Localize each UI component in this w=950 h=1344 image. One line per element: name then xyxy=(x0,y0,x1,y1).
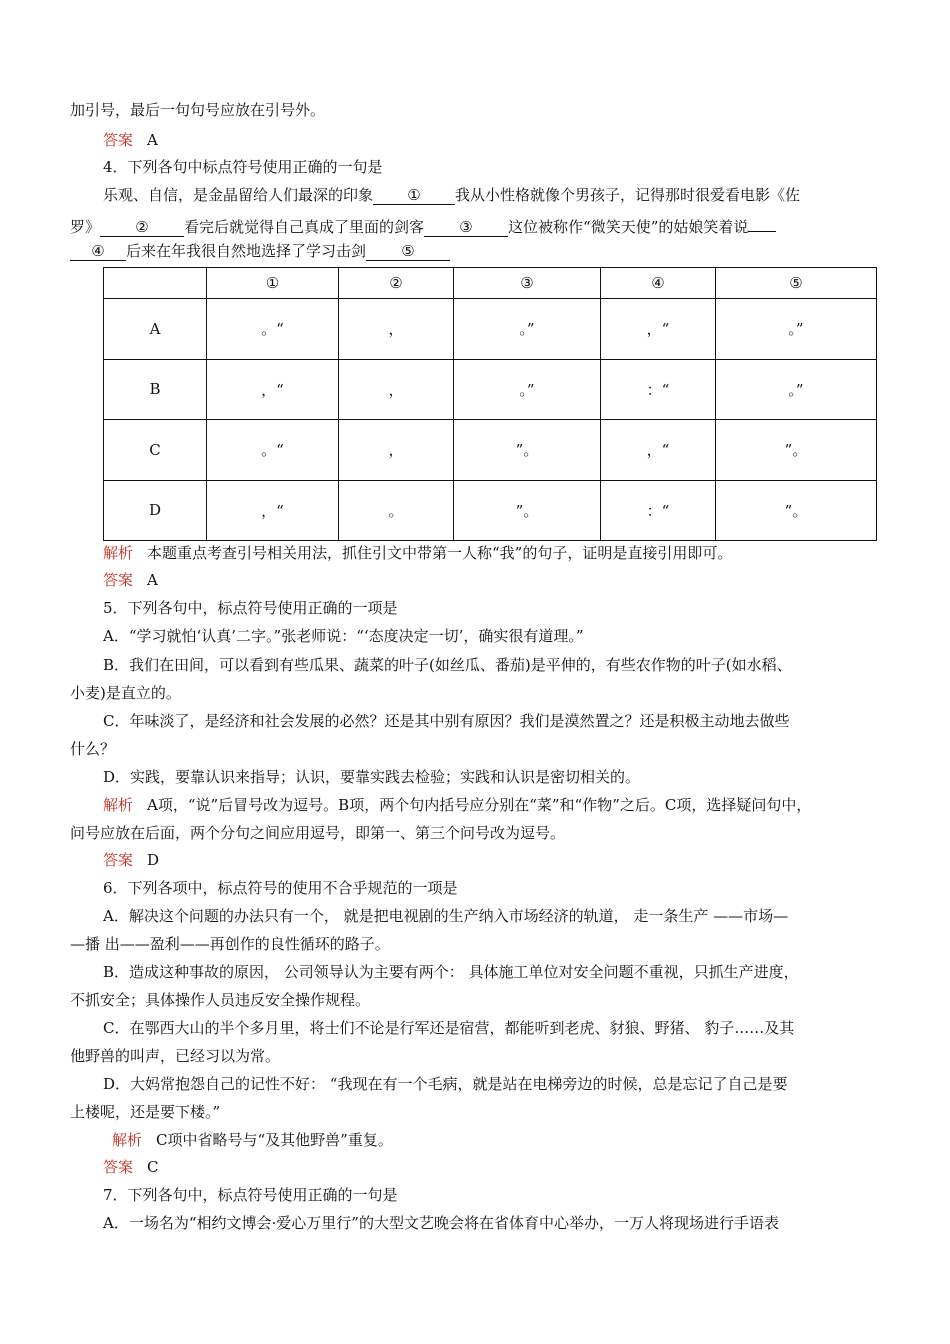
table-row xyxy=(104,480,877,541)
option-c: C．年味淡了，是经济和社会发展的必然？还是其中别有原因？我们是漠然置之？还是积极主动地去做些 xyxy=(103,712,790,730)
table-cell: ：“ xyxy=(601,359,716,420)
table-row xyxy=(104,299,877,360)
passage-text: 看完后就觉得自己真成了里面的剑客 xyxy=(184,218,425,236)
question-7-stem: 7．下列各句中，标点符号使用正确的一句是 xyxy=(103,1186,398,1204)
option-b: B．造成这种事故的原因， 公司领导认为主要有两个： 具体施工单位对安全问题不重视，只抓生产进度， xyxy=(103,963,799,981)
table-cell: ”。 xyxy=(716,480,877,541)
table-cell: 。” xyxy=(454,359,601,420)
answer-line xyxy=(103,130,882,150)
answer-value: D xyxy=(147,851,160,869)
table-cell: 。“ xyxy=(207,299,339,360)
option-a: A．一场名为“相约文博会·爱心万里行”的大型文艺晚会将在省体育中心举办，一万人将现场进行手语表 xyxy=(103,1214,779,1232)
table-cell: ， xyxy=(339,420,454,481)
explanation-cont: 问号应放在后面，两个分句之间应用逗号，即第一、第三个问号改为逗号。 xyxy=(70,824,566,842)
option-b: B．我们在田间，可以看到有些瓜果、蔬菜的叶子(如丝瓜、番茄)是平伸的，有些农作物的叶子(如水稻、 xyxy=(103,656,792,674)
table-cell: 。 xyxy=(339,480,454,541)
blank-3: ③ xyxy=(424,218,508,237)
passage-text: 这位被称作“微笑天使”的姑娘笑着说 xyxy=(508,218,749,236)
answer-value: A xyxy=(147,571,158,589)
answer-value: C xyxy=(147,1158,159,1176)
table-cell: B xyxy=(104,359,207,420)
table-cell: ，“ xyxy=(601,420,716,481)
table-header-cell: ① xyxy=(207,268,339,299)
table-cell: D xyxy=(104,480,207,541)
table-header-cell: ③ xyxy=(454,268,601,299)
question-4-passage-line-2 xyxy=(70,213,882,237)
passage-text: 我从小性格就像个男孩子，记得那时很爱看电影《佐 xyxy=(455,186,801,204)
options-table xyxy=(103,267,877,541)
option-b-cont: 不抓安全；具体操作人员违反安全操作规程。 xyxy=(70,991,371,1009)
explanation-label: 解析 xyxy=(103,796,134,814)
question-4-stem: 4．下列各句中标点符号使用正确的一句是 xyxy=(103,158,383,176)
question-5-stem: 5．下列各句中，标点符号使用正确的一项是 xyxy=(103,599,398,617)
explanation-line xyxy=(112,1130,924,1150)
explanation-text: C项中省略号与“及其他野兽”重复。 xyxy=(156,1131,393,1149)
explanation-label: 解析 xyxy=(112,1131,143,1149)
answer-label: 答案 xyxy=(103,851,134,869)
text-line: 加引号，最后一句句号应放在引号外。 xyxy=(70,101,326,119)
question-4-passage-line-1 xyxy=(103,185,882,205)
table-cell: 。” xyxy=(716,299,877,360)
option-d: D．实践，要靠认识来指导；认识，要靠实践去检验；实践和认识是密切相关的。 xyxy=(103,768,641,786)
table-header-row xyxy=(104,268,877,299)
option-a: A．解决这个问题的办法只有一个， 就是把电视剧的生产纳入市场经济的轨道， 走一条生产 ——市场— xyxy=(103,907,789,925)
answer-label: 答案 xyxy=(103,1158,134,1176)
table-cell: 。” xyxy=(716,359,877,420)
table-cell: ， xyxy=(339,359,454,420)
blank-1: ① xyxy=(373,186,455,205)
answer-value: A xyxy=(147,131,158,149)
table-header-cell: ⑤ xyxy=(716,268,877,299)
answer-line xyxy=(103,570,882,590)
option-b-cont: 小麦)是直立的。 xyxy=(70,684,181,702)
table-cell: ”。 xyxy=(454,480,601,541)
passage-text: 罗》 xyxy=(70,218,101,236)
blank-4: ④ xyxy=(70,242,126,261)
option-c-cont: 什么？ xyxy=(70,740,116,758)
option-c: C．在鄂西大山的半个多月里，将士们不论是行军还是宿营，都能听到老虎、豺狼、野猪、 豹子……及其 xyxy=(103,1019,795,1037)
option-a: A．“学习就怕‘认真’二字。”张老师说：“‘态度决定一切’，确实很有道理。” xyxy=(103,627,584,645)
answer-label: 答案 xyxy=(103,131,134,149)
table-header-cell: ④ xyxy=(601,268,716,299)
explanation-label: 解析 xyxy=(103,544,134,562)
option-a-cont: —播 出——盈利——再创作的良性循环的路子。 xyxy=(70,935,390,953)
explanation-text: A项，“说”后冒号改为逗号。B项，两个句内括号应分别在“菜”和“作物”之后。C项，选择疑问句中， xyxy=(147,796,812,814)
blank-2: ② xyxy=(100,218,184,237)
table-cell: ”。 xyxy=(454,420,601,481)
table-header-cell xyxy=(104,268,207,299)
answer-line xyxy=(103,850,882,870)
table-cell: ”。 xyxy=(716,420,877,481)
question-6-stem: 6．下列各项中，标点符号的使用不合乎规范的一项是 xyxy=(103,879,458,897)
table-cell: ， xyxy=(339,299,454,360)
passage-text: 乐观、自信，是金晶留给人们最深的印象 xyxy=(103,186,374,204)
table-header-cell: ② xyxy=(339,268,454,299)
option-c-cont: 他野兽的叫声，已经习以为常。 xyxy=(70,1047,281,1065)
table-cell: A xyxy=(104,299,207,360)
table-cell: ，“ xyxy=(207,359,339,420)
question-4-passage-line-3 xyxy=(70,241,882,261)
table-row xyxy=(104,359,877,420)
answer-line xyxy=(103,1157,882,1177)
explanation-text: 本题重点考查引号相关用法，抓住引文中带第一人称“我”的句子，证明是直接引用即可。 xyxy=(147,544,733,562)
option-d-cont: 上楼呢，还是要下楼。” xyxy=(70,1103,221,1121)
table-cell: C xyxy=(104,420,207,481)
table-row xyxy=(104,420,877,481)
answer-label: 答案 xyxy=(103,571,134,589)
explanation-line xyxy=(103,795,882,815)
option-d: D．大妈常抱怨自己的记性不好： “我现在有一个毛病，就是站在电梯旁边的时候，总是忘记了自己是要 xyxy=(103,1075,788,1093)
table-cell: ，“ xyxy=(207,480,339,541)
blank-4-start xyxy=(748,213,776,232)
table-cell: ，“ xyxy=(601,299,716,360)
table-cell: 。“ xyxy=(207,420,339,481)
passage-text: 后来在年我很自然地选择了学习击剑 xyxy=(126,242,367,260)
blank-5: ⑤ xyxy=(366,242,450,261)
table-cell: ：“ xyxy=(601,480,716,541)
table-cell: 。” xyxy=(454,299,601,360)
explanation-line xyxy=(103,543,882,563)
